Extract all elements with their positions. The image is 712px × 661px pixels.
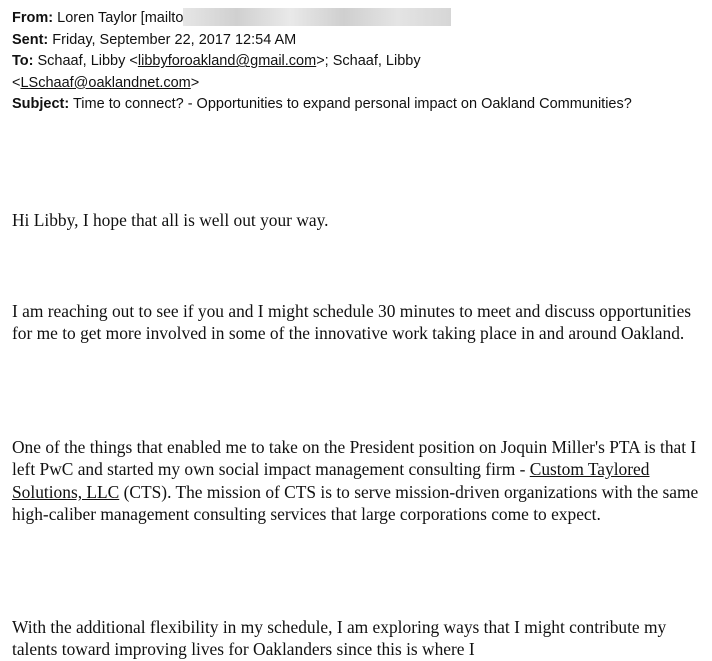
to-line2-prefix: < [12,74,21,91]
redacted-email-block [183,8,451,26]
to-email-link-2[interactable]: LSchaaf@oaklandnet.com [20,74,191,91]
to-prefix: Schaaf, Libby < [37,53,138,70]
to-label: To: [12,53,34,70]
to-line-2 [12,73,692,95]
sent-value: Friday, September 22, 2017 12:54 AM [52,31,297,48]
sent-label: Sent: [12,31,49,48]
from-label: From: [12,10,54,26]
email-header [12,8,692,116]
sent-line [12,30,692,52]
p2-before: One of the things that enabled me to take on the President position on Joquin Miller's PTA is that I left PwC and started my own social impact management consulting firm - [12,437,697,480]
subject-value: Time to connect? - Opportunities to expand personal impact on Oakland Communities? [72,96,632,113]
to-middle: >; Schaaf, Libby [316,53,421,70]
p2-after: (CTS). The mission of CTS is to serve mission-driven organizations with the same high-caliber management consulting services that large corporations come to expect. [12,481,699,525]
to-line [12,51,692,73]
paragraph-1: I am reaching out to see if you and I might schedule 30 minutes to meet and discuss opportunities for me to get more involved in some of the innovative work taking place in and around Oakland. [12,301,692,344]
to-email-link-1[interactable]: libbyforoakland@gmail.com [137,53,317,70]
from-value: Loren Taylor [mailto [57,10,184,26]
from-line [12,8,692,30]
greeting-paragraph: Hi Libby, I hope that all is well out your way. [12,210,329,230]
paragraph-2 [12,436,702,526]
subject-label: Subject: [12,96,70,113]
cts-link[interactable]: Custom Taylored Solutions, LLC [12,459,650,502]
to-line2-suffix: > [190,74,200,91]
paragraph-3: With the additional flexibility in my schedule, I am exploring ways that I might contribute my talents toward improving lives for Oaklanders since this is where I [12,617,667,660]
subject-line [12,94,692,116]
